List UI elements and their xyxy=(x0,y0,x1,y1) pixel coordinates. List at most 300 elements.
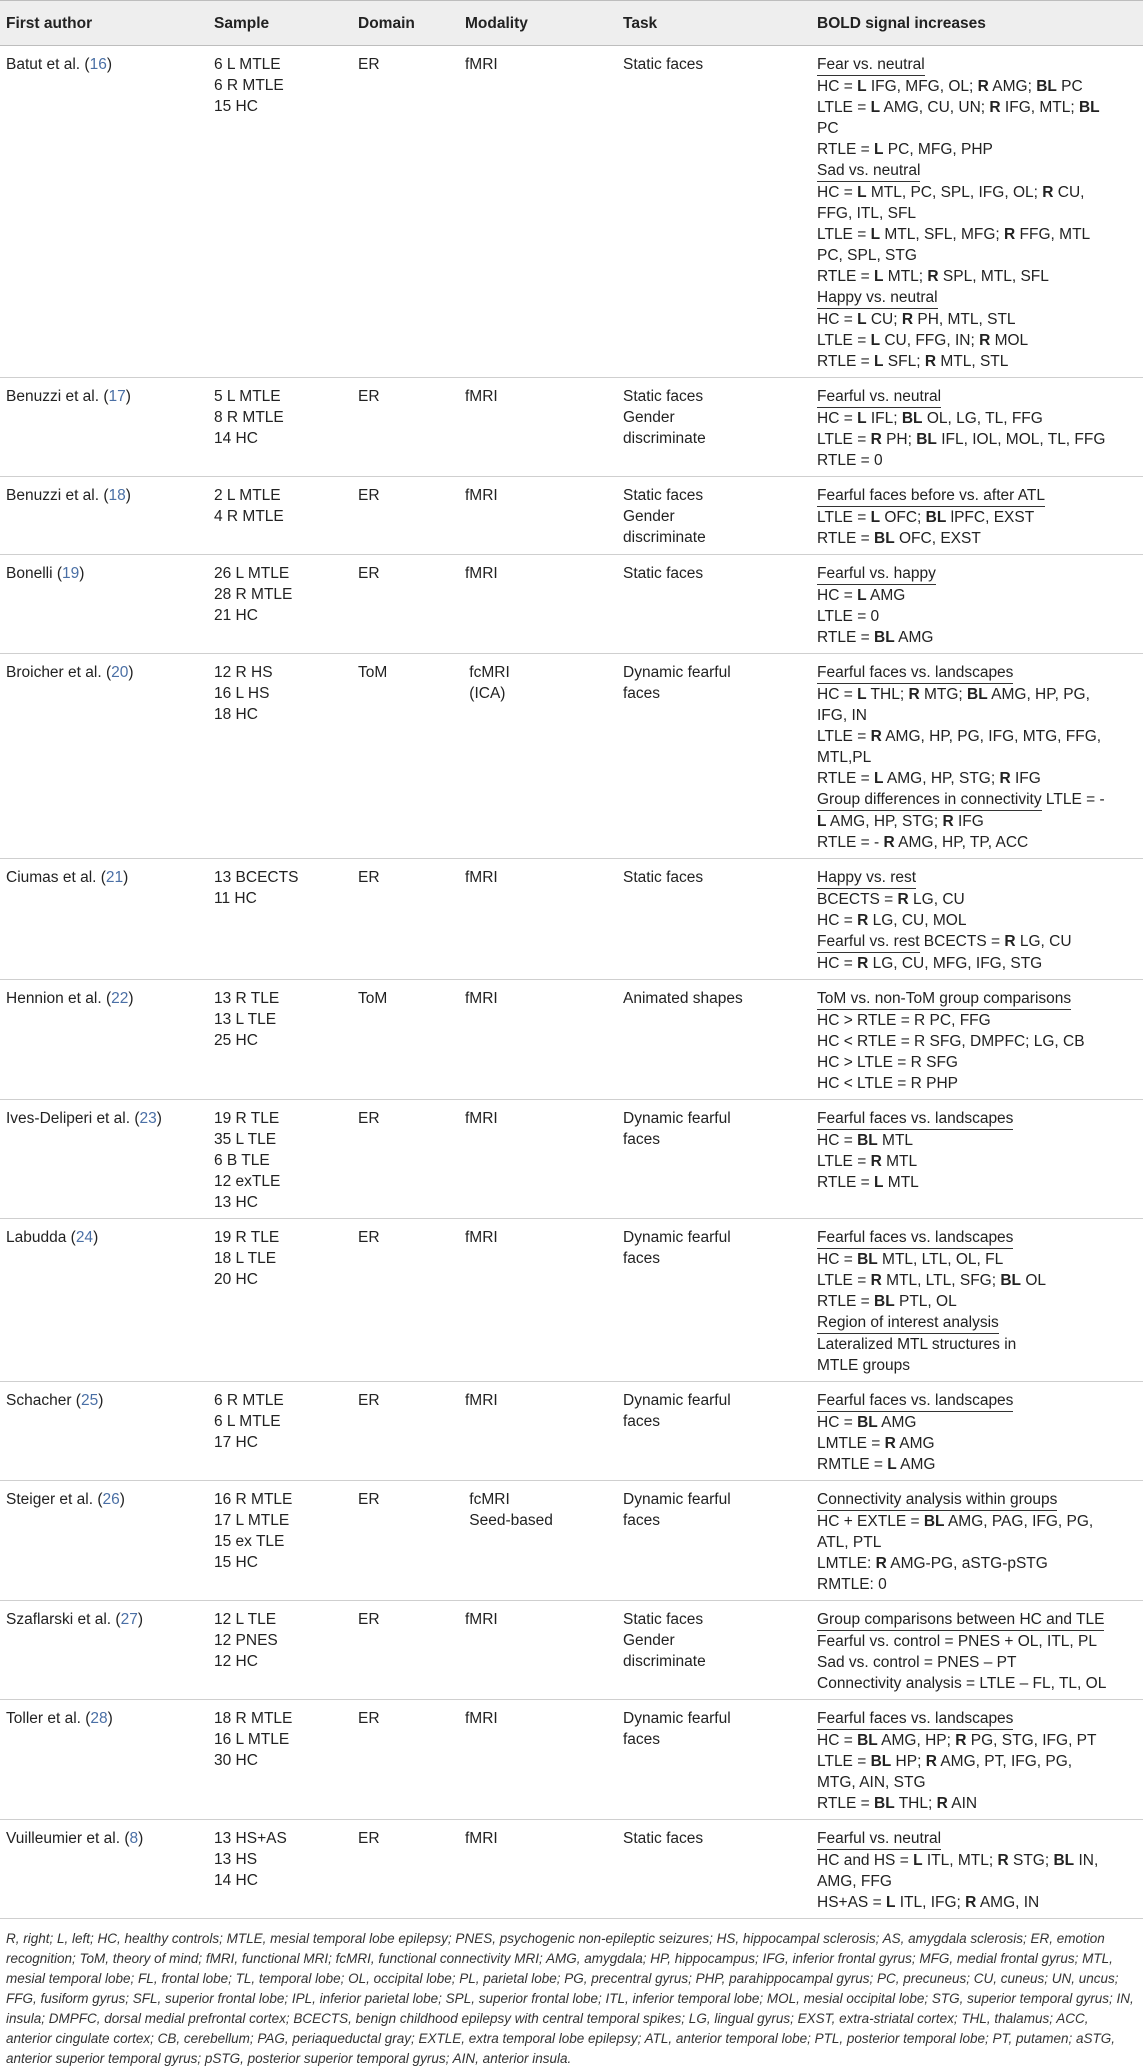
bold-signal-text: HC = xyxy=(817,311,858,328)
cell-task xyxy=(617,859,811,980)
bold-signal-line xyxy=(817,889,1137,910)
cell-domain: ER xyxy=(352,1382,459,1481)
hemisphere-label: BL xyxy=(857,1414,878,1431)
bold-signal-text: Sad vs. control = PNES – PT xyxy=(817,1654,1017,1671)
cell-sample-line: 13 L TLE xyxy=(214,1011,277,1028)
bold-signal-line xyxy=(817,1892,1137,1913)
bold-signal-text: AMG, CU, UN; xyxy=(880,99,990,116)
reference-link[interactable]: 26 xyxy=(102,1491,120,1508)
bold-signal-text: THL; xyxy=(894,1795,937,1812)
bold-signal-text: IFG xyxy=(1010,770,1041,787)
cell-task-line: Dynamic fearful xyxy=(623,664,731,681)
bold-signal-line xyxy=(817,386,1137,408)
cell-sample-line: 13 BCECTS xyxy=(214,869,299,886)
bold-signal-line xyxy=(817,1673,1137,1694)
bold-signal-text: MOL xyxy=(990,332,1029,349)
author-name: Batut et al. xyxy=(6,56,81,73)
cell-sample-line: 12 R HS xyxy=(214,664,273,681)
cell-task-line: Static faces xyxy=(623,487,704,504)
hemisphere-label: L xyxy=(817,813,827,830)
cell-modality xyxy=(459,1820,617,1919)
cell-task-line: Gender xyxy=(623,508,675,525)
cell-task xyxy=(617,46,811,378)
cell-bold-signal xyxy=(811,859,1143,980)
reference-link[interactable]: 20 xyxy=(111,664,129,681)
table-footnote: R, right; L, left; HC, healthy controls; MTLE, mesial temporal lobe epilepsy; PNES, psychogenic non-epileptic seizures; HS, hippocampal sclerosis; AS, amygdala sclerosis; ER, emotion recognition; ToM, theory of mind; fMRI, functional MRI; fcMRI, functional connectivity MRI; AMG, amygdala; HP, hippocampus; IFG, inferior frontal gyrus; MFG, medial frontal gyrus; MTL, mesial temporal lobe; FL, frontal lobe; TL, temporal lobe; OL, occipital lobe; PL, parietal lobe; PG, precentral gyrus; PHP, parahippocampal gyrus; PC, precuneus; CU, cuneus; UN, uncus; FFG, fusiform gyrus; SFL, superior frontal lobe; IPL, inferior parietal lobe; SPL, superior frontal lobe; ITL, inferior temporal lobe; MOL, mesial occipital lobe; STG, superior temporal gyrus; IN, insula; DMPFC, dorsal medial prefrontal cortex; BCECTS, benign childhood epilepsy with central temporal spikes; LG, lingual gyrus; EXST, extra-striatal cortex; THL, thalamus; ACC, anterior cingulate cortex; CB, cerebellum; PAG, periaqueductal gray; EXTLE, extra temporal lobe epilepsy; ATL, anterior temporal lobe; PTL, posterior temporal lobe; PT, putamen; aSTG, anterior superior temporal gyrus; pSTG, posterior superior temporal gyrus; AIN, anterior insula. xyxy=(6,1931,1134,2066)
bold-signal-text: BCECTS = xyxy=(919,933,1005,950)
cell-task xyxy=(617,1219,811,1382)
bold-signal-line xyxy=(817,1227,1137,1249)
reference-link[interactable]: 23 xyxy=(139,1110,157,1127)
cell-bold-signal xyxy=(811,654,1143,859)
bold-signal-text: IFG, IN xyxy=(817,707,867,724)
bold-signal-text: OL, LG, TL, FFG xyxy=(922,410,1043,427)
cell-sample xyxy=(208,1382,352,1481)
bold-signal-text: AMG, HP, STG; xyxy=(826,813,943,830)
comparison-heading: Region of interest analysis xyxy=(817,1312,999,1334)
author-name: Benuzzi et al. xyxy=(6,388,100,405)
cell-first-author: Bonelli (19) xyxy=(0,555,208,654)
cell-sample-line: 30 HC xyxy=(214,1752,258,1769)
reference-link[interactable]: 24 xyxy=(75,1229,94,1246)
cell-modality-line: fMRI xyxy=(465,1392,498,1409)
cell-domain: ER xyxy=(352,1481,459,1601)
comparison-heading: Fearful faces before vs. after ATL xyxy=(817,485,1045,507)
cell-modality-line: fMRI xyxy=(465,1611,498,1628)
cell-modality-line: fMRI xyxy=(465,487,498,504)
comparison-heading: Happy vs. rest xyxy=(817,867,916,889)
hemisphere-label: R xyxy=(870,431,882,448)
bold-signal-text: RTLE = xyxy=(817,1795,875,1812)
hemisphere-label: R xyxy=(884,1435,896,1452)
bold-signal-line xyxy=(817,1312,1137,1334)
cell-bold-signal xyxy=(811,1382,1143,1481)
cell-sample-line: 15 HC xyxy=(214,98,258,115)
hemisphere-label: R xyxy=(857,912,869,929)
bold-signal-text: HC + EXTLE = xyxy=(817,1513,924,1530)
bold-signal-text: RTLE = xyxy=(817,1293,875,1310)
reference-link[interactable]: 22 xyxy=(111,990,129,1007)
table-row xyxy=(0,654,1143,859)
hemisphere-label: L xyxy=(874,141,884,158)
bold-signal-text: lPFC, EXST xyxy=(946,509,1035,526)
cell-sample-line: 12 L TLE xyxy=(214,1611,277,1628)
bold-signal-text: MTL xyxy=(881,1153,918,1170)
cell-first-author: Toller et al. (28) xyxy=(0,1700,208,1820)
cell-sample-line: 17 HC xyxy=(214,1434,258,1451)
bold-signal-line xyxy=(817,1073,1137,1094)
cell-sample-line: 2 L MTLE xyxy=(214,487,281,504)
bold-signal-text: LMTLE = xyxy=(817,1435,885,1452)
reference-link[interactable]: 27 xyxy=(120,1611,138,1628)
bold-signal-text: THL; xyxy=(866,686,909,703)
comparison-heading: Fearful vs. rest xyxy=(817,931,920,953)
table-header xyxy=(0,1,1143,46)
comparison-heading: Group comparisons between HC and TLE xyxy=(817,1609,1104,1631)
hemisphere-label: R xyxy=(999,770,1011,787)
comparison-heading: Group differences in connectivity xyxy=(817,789,1042,811)
header-bold-signal: BOLD signal increases xyxy=(811,1,1143,46)
bold-signal-text: HC = xyxy=(817,1132,858,1149)
header-first-author: First author xyxy=(0,1,208,46)
bold-signal-line xyxy=(817,1609,1137,1631)
hemisphere-label: R xyxy=(870,728,882,745)
cell-modality-line: fMRI xyxy=(465,1830,498,1847)
bold-signal-text: RMTLE = xyxy=(817,1456,888,1473)
bold-signal-line xyxy=(817,953,1137,974)
cell-task-line: Animated shapes xyxy=(623,990,743,1007)
hemisphere-label: R xyxy=(955,1732,967,1749)
bold-signal-text: CU, xyxy=(1053,184,1085,201)
reference-link[interactable]: 19 xyxy=(62,565,80,582)
comparison-heading: Fearful faces vs. landscapes xyxy=(817,1390,1013,1412)
bold-signal-line xyxy=(817,585,1137,606)
bold-signal-text: AMG xyxy=(894,629,934,646)
cell-first-author: Labudda (24) xyxy=(0,1219,208,1382)
cell-bold-signal xyxy=(811,1219,1143,1382)
hemisphere-label: L xyxy=(874,1174,884,1191)
cell-sample-line: 11 HC xyxy=(214,890,257,907)
bold-signal-text: HC = xyxy=(817,1251,858,1268)
bold-signal-text: HC and HS = xyxy=(817,1852,914,1869)
bold-signal-text: LTLE = xyxy=(817,1272,871,1289)
cell-sample-line: 12 HC xyxy=(214,1653,258,1670)
cell-bold-signal xyxy=(811,980,1143,1100)
cell-task xyxy=(617,1601,811,1700)
cell-task-line: Static faces xyxy=(623,869,704,886)
cell-sample-line: 18 HC xyxy=(214,706,258,723)
cell-domain: ER xyxy=(352,1820,459,1919)
bold-signal-line xyxy=(817,867,1137,889)
bold-signal-line xyxy=(817,1772,1137,1793)
hemisphere-label: R xyxy=(979,332,991,349)
hemisphere-label: R xyxy=(1042,184,1054,201)
cell-task-line: faces xyxy=(623,1512,661,1529)
bold-signal-line xyxy=(817,1130,1137,1151)
cell-modality-line: fMRI xyxy=(465,56,498,73)
bold-signal-text: IFG, MFG, OL; xyxy=(866,78,978,95)
bold-signal-line xyxy=(817,408,1137,429)
cell-modality-line: fcMRI xyxy=(465,664,510,681)
reference-link[interactable]: 17 xyxy=(108,388,126,405)
comparison-heading: Fearful faces vs. landscapes xyxy=(817,1708,1013,1730)
cell-bold-signal xyxy=(811,378,1143,477)
cell-sample xyxy=(208,477,352,555)
bold-signal-text: MTL, STL xyxy=(936,353,1009,370)
cell-modality xyxy=(459,1700,617,1820)
hemisphere-label: R xyxy=(901,311,914,328)
bold-signal-line xyxy=(817,563,1137,585)
bold-signal-text: LTLE = xyxy=(817,509,871,526)
bold-signal-text: RTLE = - xyxy=(817,834,884,851)
cell-sample xyxy=(208,1601,352,1700)
bold-signal-line xyxy=(817,931,1137,953)
reference-link[interactable]: 18 xyxy=(108,487,126,504)
cell-task-line: Gender xyxy=(623,1632,675,1649)
hemisphere-label: BL xyxy=(870,1753,892,1770)
table-row xyxy=(0,859,1143,980)
cell-modality xyxy=(459,1481,617,1601)
bold-signal-line xyxy=(817,747,1137,768)
bold-signal-text: AMG, HP, TP, ACC xyxy=(894,834,1029,851)
bold-signal-text: Fearful vs. control = PNES + OL, ITL, PL xyxy=(817,1633,1097,1650)
cell-task xyxy=(617,555,811,654)
hemisphere-label: L xyxy=(870,509,881,526)
cell-sample-line: 13 HS xyxy=(214,1851,258,1868)
cell-modality xyxy=(459,477,617,555)
hemisphere-label: BL xyxy=(857,1732,878,1749)
bold-signal-text: LG, CU xyxy=(908,891,965,908)
table-row xyxy=(0,1700,1143,1820)
bold-signal-text: IFG, MTL; xyxy=(1000,99,1079,116)
table-row xyxy=(0,980,1143,1100)
bold-signal-text: PC xyxy=(817,120,839,137)
bold-signal-text: IFG xyxy=(953,813,984,830)
bold-signal-text: AMG-PG, aSTG-pSTG xyxy=(886,1555,1048,1572)
cell-sample-line: 25 HC xyxy=(214,1032,258,1049)
cell-first-author: Ciumas et al. (21) xyxy=(0,859,208,980)
header-sample: Sample xyxy=(208,1,352,46)
cell-first-author: Szaflarski et al. (27) xyxy=(0,1601,208,1700)
table-body xyxy=(0,46,1143,1919)
reference-link[interactable]: 25 xyxy=(80,1392,99,1409)
bold-signal-line xyxy=(817,1172,1137,1193)
bold-signal-line xyxy=(817,1151,1137,1172)
bold-signal-text: HC < RTLE = R SFG, DMPFC; LG, CB xyxy=(817,1033,1085,1050)
cell-sample-line: 19 R TLE xyxy=(214,1110,280,1127)
bold-signal-text: SFL; xyxy=(883,353,925,370)
cell-modality xyxy=(459,1219,617,1382)
comparison-heading: Fearful vs. neutral xyxy=(817,1828,941,1850)
author-name: Benuzzi et al. xyxy=(6,487,100,504)
hemisphere-label: L xyxy=(874,353,884,370)
reference-link[interactable]: 16 xyxy=(89,56,107,73)
bold-signal-text: IFL; xyxy=(866,410,902,427)
bold-signal-text: AMG, HP, PG, IFG, MTG, FFG, xyxy=(881,728,1102,745)
bold-signal-line xyxy=(817,606,1137,627)
bold-signal-line xyxy=(817,1631,1137,1652)
hemisphere-label: L xyxy=(870,99,881,116)
cell-task-line: Static faces xyxy=(623,1611,704,1628)
table-row xyxy=(0,1481,1143,1601)
bold-signal-text: RTLE = xyxy=(817,530,875,547)
comparison-heading: Fearful faces vs. landscapes xyxy=(817,662,1013,684)
cell-domain: ER xyxy=(352,1601,459,1700)
cell-bold-signal xyxy=(811,1481,1143,1601)
hemisphere-label: BL xyxy=(1036,78,1057,95)
hemisphere-label: R xyxy=(1004,226,1016,243)
bold-signal-line xyxy=(817,832,1137,853)
bold-signal-line xyxy=(817,1828,1137,1850)
bold-signal-line xyxy=(817,1108,1137,1130)
cell-sample-line: 18 R MTLE xyxy=(214,1710,293,1727)
hemisphere-label: R xyxy=(965,1894,977,1911)
bold-signal-text: LTLE = - xyxy=(1041,791,1105,808)
cell-task-line: faces xyxy=(623,1250,661,1267)
bold-signal-line xyxy=(817,662,1137,684)
hemisphere-label: BL xyxy=(901,410,923,427)
cell-sample-line: 6 B TLE xyxy=(214,1152,270,1169)
bold-signal-text: RMTLE: 0 xyxy=(817,1576,887,1593)
comparison-heading: Connectivity analysis within groups xyxy=(817,1489,1057,1511)
hemisphere-label: R xyxy=(870,1272,882,1289)
bold-signal-text: AIN xyxy=(947,1795,978,1812)
cell-sample-line: 6 L MTLE xyxy=(214,1413,281,1430)
comparison-heading: Fearful faces vs. landscapes xyxy=(817,1108,1013,1130)
reference-link[interactable]: 28 xyxy=(90,1710,108,1727)
bold-signal-line xyxy=(817,266,1137,287)
bold-signal-line xyxy=(817,160,1137,182)
hemisphere-label: R xyxy=(1004,933,1016,950)
bold-signal-text: HC = xyxy=(817,1414,858,1431)
cell-first-author: Ives-Deliperi et al. (23) xyxy=(0,1100,208,1219)
bold-signal-text: RTLE = xyxy=(817,353,875,370)
bold-signal-text: SPL, MTL, SFL xyxy=(938,268,1049,285)
bold-signal-line xyxy=(817,1454,1137,1475)
bold-signal-line xyxy=(817,768,1137,789)
bold-signal-text: MTG, AIN, STG xyxy=(817,1774,926,1791)
author-name: Ciumas et al. xyxy=(6,869,97,886)
cell-sample-line: 19 R TLE xyxy=(214,1229,280,1246)
cell-modality xyxy=(459,980,617,1100)
cell-task-line: faces xyxy=(623,1731,661,1748)
hemisphere-label: BL xyxy=(874,1293,895,1310)
bold-signal-text: LG, CU, MOL xyxy=(868,912,967,929)
reference-link[interactable]: 8 xyxy=(129,1830,139,1847)
cell-modality-line: fMRI xyxy=(465,869,498,886)
hemisphere-label: L xyxy=(857,78,867,95)
cell-sample-line: 16 L HS xyxy=(214,685,270,702)
bold-signal-line xyxy=(817,1489,1137,1511)
cell-bold-signal xyxy=(811,1820,1143,1919)
bold-signal-line xyxy=(817,1574,1137,1595)
hemisphere-label: BL xyxy=(874,530,895,547)
cell-modality-line: fMRI xyxy=(465,990,498,1007)
bold-signal-text: STG; xyxy=(1008,1852,1054,1869)
hemisphere-label: L xyxy=(857,410,867,427)
cell-sample-line: 35 L TLE xyxy=(214,1131,277,1148)
author-name: Broicher et al. xyxy=(6,664,102,681)
cell-sample xyxy=(208,46,352,378)
bold-signal-text: LMTLE: xyxy=(817,1555,876,1572)
bold-signal-text: LTLE = xyxy=(817,728,871,745)
bold-signal-line xyxy=(817,1751,1137,1772)
bold-signal-text: RTLE = xyxy=(817,1174,875,1191)
bold-signal-line xyxy=(817,1010,1137,1031)
bold-signal-text: AMG xyxy=(866,587,906,604)
hemisphere-label: BL xyxy=(857,1251,878,1268)
bold-signal-text: AMG, HP, STG; xyxy=(883,770,1000,787)
bold-signal-text: RTLE = 0 xyxy=(817,452,883,469)
bold-signal-line xyxy=(817,1031,1137,1052)
cell-task-line: faces xyxy=(623,1131,661,1148)
bold-signal-text: ITL, IFG; xyxy=(895,1894,966,1911)
comparison-heading: Fearful vs. neutral xyxy=(817,386,941,408)
cell-task-line: Static faces xyxy=(623,565,704,582)
bold-signal-text: PH, MTL, STL xyxy=(913,311,1016,328)
hemisphere-label: R xyxy=(897,891,909,908)
bold-signal-text: HC = xyxy=(817,410,858,427)
reference-link[interactable]: 21 xyxy=(105,869,124,886)
hemisphere-label: BL xyxy=(874,1795,895,1812)
bold-signal-line xyxy=(817,1334,1137,1355)
hemisphere-label: R xyxy=(989,99,1001,116)
cell-sample-line: 6 L MTLE xyxy=(214,56,281,73)
hemisphere-label: BL xyxy=(1053,1852,1075,1869)
header-modality: Modality xyxy=(459,1,617,46)
hemisphere-label: R xyxy=(857,955,869,972)
bold-signal-line xyxy=(817,1708,1137,1730)
hemisphere-label: L xyxy=(885,1894,896,1911)
author-name: Ives-Deliperi et al. xyxy=(6,1110,131,1127)
cell-modality-line: (ICA) xyxy=(465,685,506,702)
bold-signal-text: RTLE = xyxy=(817,141,875,158)
bold-signal-text: HC = xyxy=(817,184,858,201)
bold-signal-text: FFG, MTL xyxy=(1015,226,1091,243)
hemisphere-label: R xyxy=(870,1153,882,1170)
cell-first-author: Steiger et al. (26) xyxy=(0,1481,208,1601)
cell-task xyxy=(617,378,811,477)
bold-signal-line xyxy=(817,1270,1137,1291)
cell-modality xyxy=(459,1382,617,1481)
bold-signal-text: CU; xyxy=(866,311,902,328)
cell-sample-line: 20 HC xyxy=(214,1271,258,1288)
cell-sample-line: 13 HS+AS xyxy=(214,1830,287,1847)
cell-sample xyxy=(208,1700,352,1820)
bold-signal-text: HC < LTLE = R PHP xyxy=(817,1075,958,1092)
cell-task-line: faces xyxy=(623,1413,661,1430)
bold-signal-text: LTLE = xyxy=(817,1753,871,1770)
bold-signal-text: MTL; xyxy=(883,268,928,285)
cell-bold-signal xyxy=(811,555,1143,654)
bold-signal-text: AMG; xyxy=(988,78,1037,95)
cell-domain: ER xyxy=(352,1219,459,1382)
header-domain: Domain xyxy=(352,1,459,46)
bold-signal-text: OFC, EXST xyxy=(894,530,981,547)
bold-signal-text: HC > LTLE = R SFG xyxy=(817,1054,958,1071)
cell-task xyxy=(617,1382,811,1481)
cell-domain: ER xyxy=(352,378,459,477)
bold-signal-line xyxy=(817,528,1137,549)
bold-signal-text: LTLE = 0 xyxy=(817,608,880,625)
bold-signal-text: AMG, PT, IFG, PG, xyxy=(936,1753,1073,1770)
bold-signal-text: PC, MFG, PHP xyxy=(883,141,993,158)
bold-signal-text: CU, FFG, IN; xyxy=(880,332,980,349)
bold-signal-line xyxy=(817,245,1137,266)
cell-sample-line: 8 R MTLE xyxy=(214,409,284,426)
bold-signal-line xyxy=(817,224,1137,245)
cell-task-line: Dynamic fearful xyxy=(623,1710,731,1727)
bold-signal-line xyxy=(817,1871,1137,1892)
cell-sample-line: 15 HC xyxy=(214,1554,258,1571)
bold-signal-text: MTL, LTL, SFG; xyxy=(881,1272,1001,1289)
bold-signal-line xyxy=(817,988,1137,1010)
bold-signal-text: AMG xyxy=(877,1414,917,1431)
cell-sample xyxy=(208,980,352,1100)
cell-sample xyxy=(208,859,352,980)
bold-signal-text: HP; xyxy=(891,1753,926,1770)
header-row xyxy=(0,1,1143,46)
cell-sample-line: 12 exTLE xyxy=(214,1173,281,1190)
cell-modality xyxy=(459,46,617,378)
bold-signal-line xyxy=(817,1850,1137,1871)
bold-signal-text: MTG; xyxy=(919,686,968,703)
bold-signal-line xyxy=(817,76,1137,97)
cell-domain: ToM xyxy=(352,654,459,859)
cell-task xyxy=(617,1100,811,1219)
hemisphere-label: R xyxy=(925,1753,937,1770)
cell-first-author: Broicher et al. (20) xyxy=(0,654,208,859)
